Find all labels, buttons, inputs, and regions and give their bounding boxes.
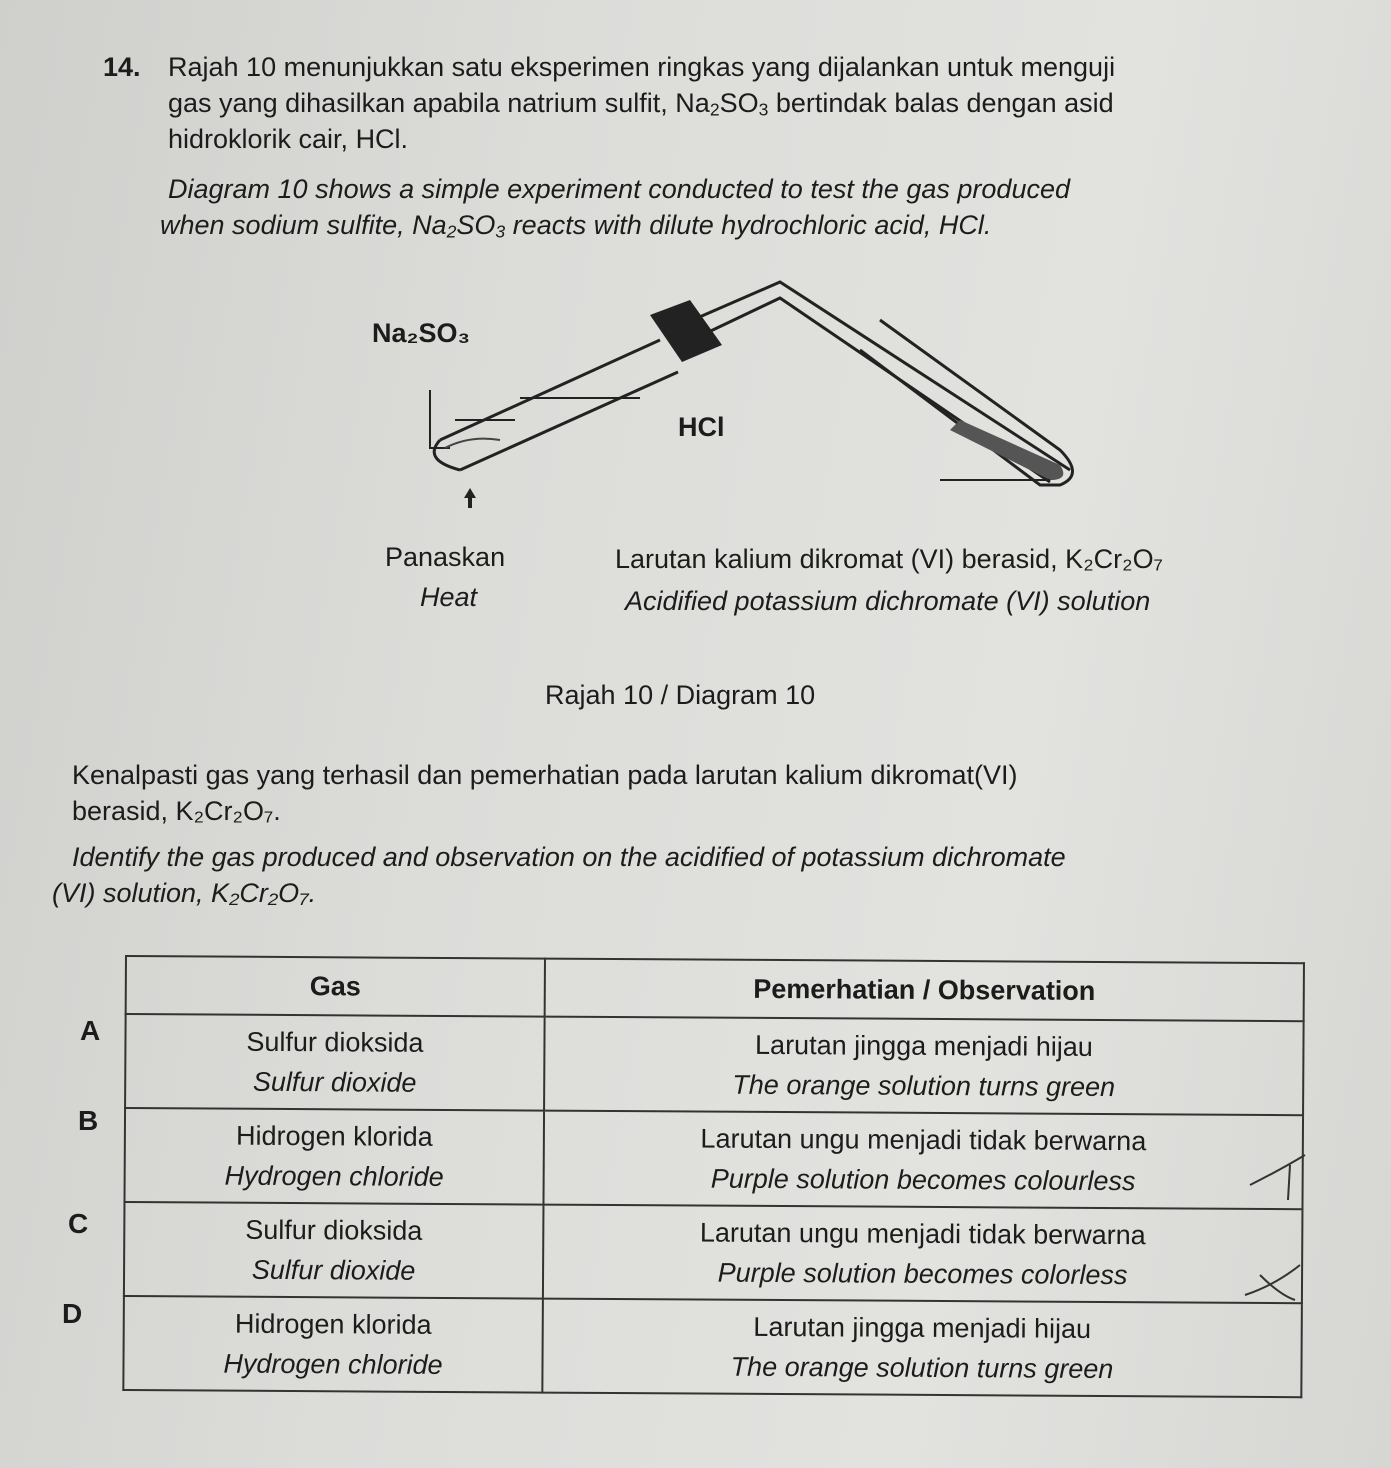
- question-number: 14.: [103, 52, 141, 82]
- observation-cell: [543, 1205, 1303, 1304]
- option-d[interactable]: D: [62, 1298, 83, 1329]
- experiment-diagram: [360, 270, 1100, 510]
- gas-cell: [124, 1108, 544, 1205]
- instruction-malay-line2: berasid, K₂Cr₂O₇.: [72, 796, 281, 826]
- answer-table: [122, 955, 1305, 1398]
- label-solution-english: Acidified potassium dichromate (VI) solution: [625, 586, 1151, 616]
- label-na2so3: Na₂SO₃: [372, 318, 471, 348]
- gas-malay: Sulfur dioksida: [246, 1026, 424, 1058]
- gas-english: Sulfur dioxide: [251, 1254, 416, 1286]
- text: gas yang dihasilkan apabila natrium sulfit, Na: [168, 88, 710, 118]
- obs-malay: Larutan ungu menjadi tidak berwarna: [699, 1217, 1146, 1251]
- table-header-row: [126, 956, 1304, 1021]
- solid-reactant: [445, 439, 500, 448]
- gas-cell: [124, 1202, 544, 1299]
- obs-english: The orange solution turns green: [730, 1351, 1114, 1385]
- observation-cell: [542, 1299, 1302, 1398]
- table-row: [125, 1014, 1304, 1115]
- instruction-english-line1: Identify the gas produced and observation on the acidified of potassium dichromate: [72, 842, 1066, 872]
- text: when sodium sulfite, Na: [160, 210, 447, 240]
- gas-cell: [123, 1296, 543, 1393]
- obs-english: The orange solution turns green: [732, 1069, 1116, 1103]
- label-heat-malay: Panaskan: [385, 542, 506, 572]
- obs-malay: Larutan ungu menjadi tidak berwarna: [700, 1123, 1147, 1157]
- text: reacts with dilute hydrochloric acid, HCl.: [505, 210, 992, 240]
- label-heat-english: Heat: [420, 582, 478, 612]
- instruction-malay-line1: Kenalpasti gas yang terhasil dan pemerhatian pada larutan kalium dikromat(VI): [72, 760, 1018, 790]
- gas-cell: [125, 1014, 545, 1111]
- observation-cell: [543, 1111, 1303, 1210]
- label-hcl: HCl: [678, 412, 725, 442]
- obs-english: Purple solution becomes colorless: [717, 1257, 1128, 1291]
- diagram-caption: Rajah 10 / Diagram 10: [545, 680, 816, 710]
- handwritten-marks: [1240, 1145, 1320, 1305]
- reaction-test-tube: [430, 340, 678, 470]
- observation-cell: [544, 1017, 1304, 1116]
- gas-malay: Hidrogen klorida: [234, 1308, 432, 1340]
- option-a[interactable]: A: [80, 1015, 101, 1046]
- gas-malay: Sulfur dioksida: [245, 1214, 423, 1246]
- table-row: [124, 1202, 1303, 1303]
- label-solution-malay: Larutan kalium dikromat (VI) berasid, K₂Cr₂O₇: [615, 544, 1163, 574]
- obs-malay: Larutan jingga menjadi hijau: [753, 1311, 1092, 1344]
- header-observation: Pemerhatian / Observation: [545, 959, 1304, 1022]
- gas-english: Hydrogen chloride: [224, 1160, 444, 1192]
- gas-english: Sulfur dioxide: [252, 1066, 417, 1098]
- question-malay-line3: hidroklorik cair, HCl.: [168, 124, 409, 154]
- question-malay-line2: gas yang dihasilkan apabila natrium sulfit, $Na_2SO_3$ bertindak balas dengan asid: [168, 88, 1114, 120]
- header-gas: Gas: [126, 956, 545, 1017]
- table-row: [124, 1108, 1303, 1209]
- heat-arrow-icon: [464, 488, 476, 508]
- question-english-line2: when sodium sulfite, $Na_2SO_3$ reacts with dilute hydrochloric acid, HCl.: [160, 210, 992, 242]
- option-b[interactable]: B: [78, 1105, 99, 1136]
- text: bertindak balas dengan asid: [768, 88, 1114, 118]
- instruction-english-line2: (VI) solution, K₂Cr₂O₇.: [52, 878, 317, 908]
- table-row: [123, 1296, 1302, 1397]
- option-c[interactable]: C: [68, 1208, 89, 1239]
- obs-english: Purple solution becomes colourless: [710, 1163, 1136, 1197]
- question-english-line1: Diagram 10 shows a simple experiment conducted to test the gas produced: [168, 174, 1070, 204]
- question-malay-line1: Rajah 10 menunjukkan satu eksperimen ringkas yang dijalankan untuk menguji: [168, 52, 1116, 82]
- gas-malay: Hidrogen klorida: [235, 1120, 433, 1152]
- gas-english: Hydrogen chloride: [223, 1348, 443, 1380]
- obs-malay: Larutan jingga menjadi hijau: [754, 1029, 1093, 1062]
